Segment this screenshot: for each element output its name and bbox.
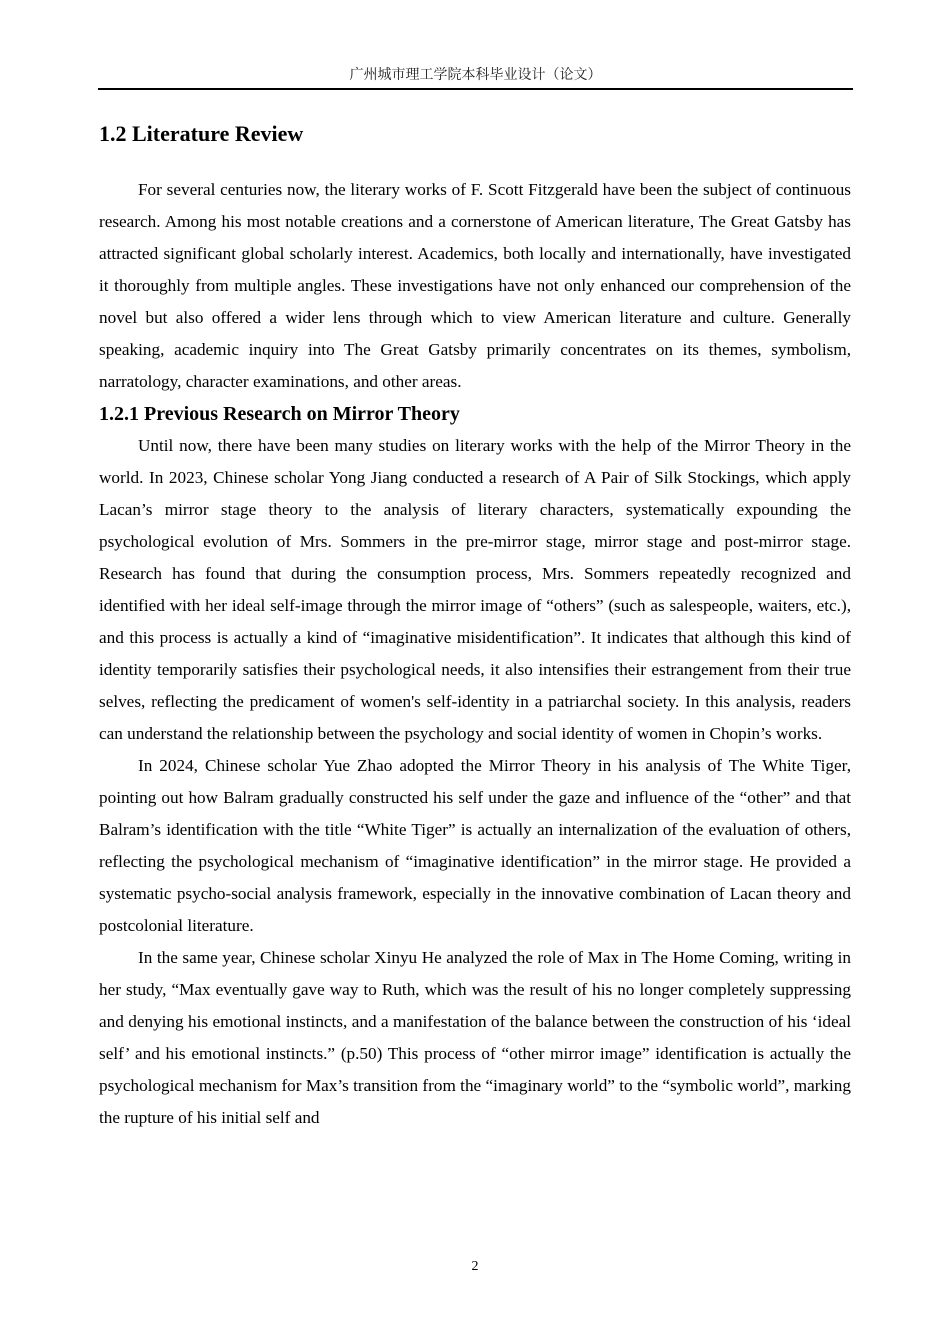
section-heading: 1.2 Literature Review [99,121,304,146]
running-header: 广州城市理工学院本科毕业设计（论文） [349,68,602,83]
body-paragraph: In the same year, Chinese scholar Xinyu He analyzed the role of Max in The Home Coming, writing in her study, “Max eventually gave way to Ruth, which was the result of his no longer completely suppressing and denying his emotional instincts, and a manifestation of the balance between the construction of his ‘ideal self’ and his emotional instincts.” (p.50) This process of “other mirror image” identification is actually the psychological mechanism for Max’s transition from the “imaginary world” to the “symbolic world”, marking the rupture of his initial self and [99,948,851,1127]
page-number: 2 [471,1259,479,1274]
page-content [99,116,851,1134]
heading-spacer [99,152,851,174]
body-paragraph: In 2024, Chinese scholar Yue Zhao adopted the Mirror Theory in his analysis of The White Tiger, pointing out how Balram gradually constructed his self under the gaze and influence of the “other” and that Balram’s identification with the title “White Tiger” is actually an internalization of the evaluation of others, reflecting the psychological mechanism of “imaginative identification” in the mirror stage. He provided a systematic psycho-social analysis framework, especially in the innovative combination of Lacan theory and postcolonial literature. [99,756,851,935]
subsection-heading: 1.2.1 Previous Research on Mirror Theory [99,403,460,425]
body-paragraph: Until now, there have been many studies on literary works with the help of the Mirror Theory in the world. In 2023, Chinese scholar Yong Jiang conducted a research of A Pair of Silk Stockings, which apply Lacan’s mirror stage theory to the analysis of literary characters, systematically expounding the psychological evolution of Mrs. Sommers in the pre-mirror stage, mirror stage and post-mirror stage. Research has found that during the consumption process, Mrs. Sommers repeatedly recognized and identified with her ideal self-image through the mirror image of “others” (such as salespeople, waiters, etc.), and this process is actually a kind of “imaginative misidentification”. It indicates that although this kind of identity temporarily satisfies their psychological needs, it also intensifies their estrangement from their true selves, reflecting the predicament of women's self-identity in a patriarchal society. In this analysis, readers can understand the relationship between the psychology and social identity of women in Chopin’s works. [99,436,851,743]
body-paragraph: For several centuries now, the literary works of F. Scott Fitzgerald have been the subject of continuous research. Among his most notable creations and a cornerstone of American literature, The Great Gatsby has attracted significant global scholarly interest. Academics, both locally and internationally, have investigated it thoroughly from multiple angles. These investigations have not only enhanced our comprehension of the novel but also offered a wider lens through which to view American literature and culture. Generally speaking, academic inquiry into The Great Gatsby primarily concentrates on its themes, symbolism, narratology, character examinations, and other areas. [99,180,851,391]
header-rule [98,88,853,90]
